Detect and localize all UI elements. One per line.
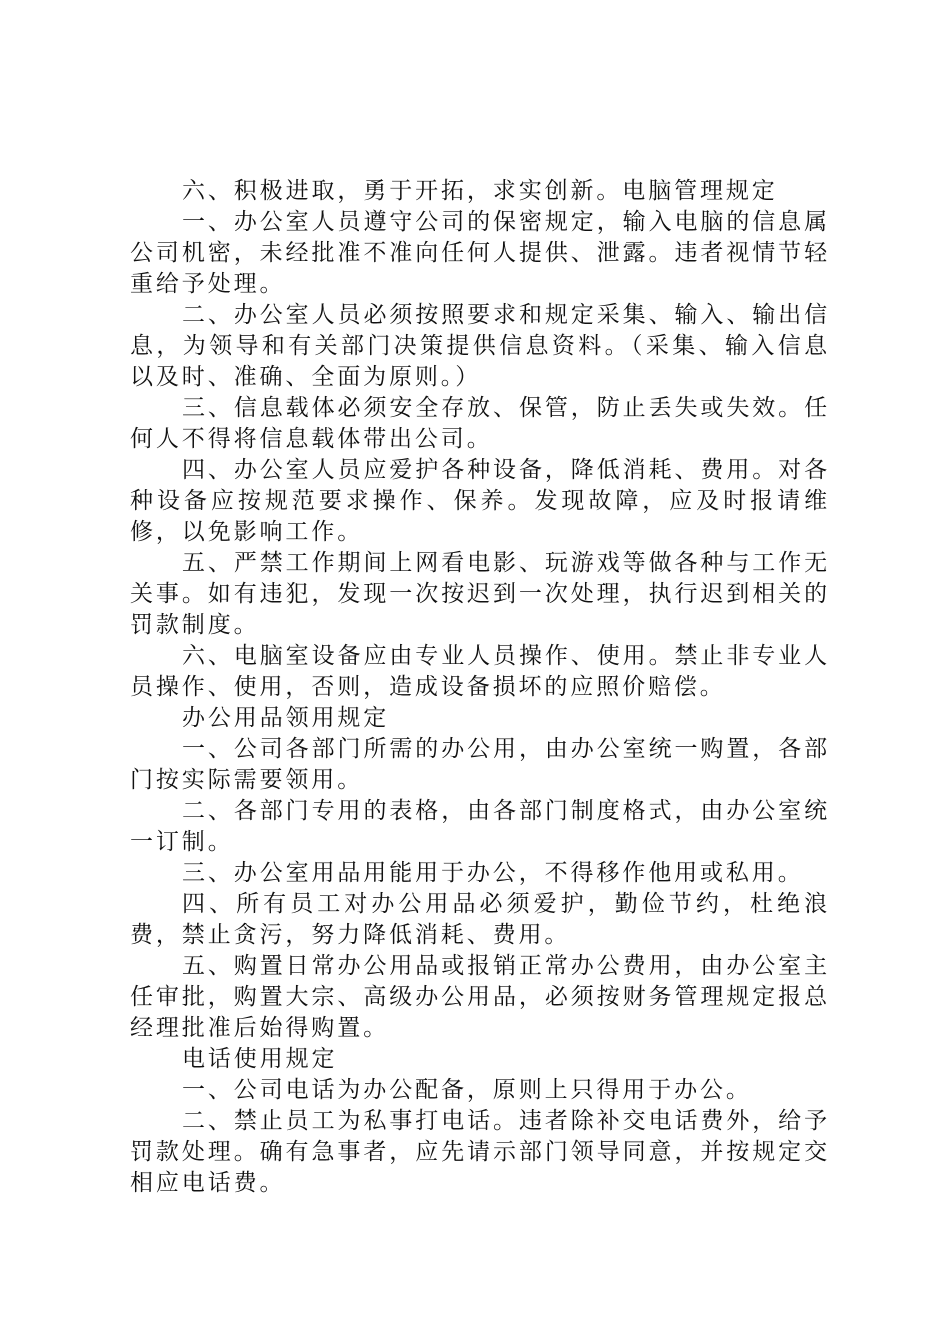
paragraph: 六、电脑室设备应由专业人员操作、使用。禁止非专业人员操作、使用，否则，造成设备损坏的应照价赔偿。: [130, 643, 830, 700]
paragraph: 四、所有员工对办公用品必须爱护，勤俭节约，杜绝浪费，禁止贪污，努力降低消耗、费用。: [130, 891, 830, 948]
paragraph: 三、信息载体必须安全存放、保管，防止丢失或失效。任何人不得将信息载体带出公司。: [130, 395, 830, 452]
paragraph: 六、积极进取，勇于开拓，求实创新。电脑管理规定: [182, 178, 778, 204]
document-body: [130, 176, 830, 1199]
paragraph: 一、办公室人员遵守公司的保密规定，输入电脑的信息属公司机密，未经批准不准向任何人提供、泄露。违者视情节轻重给予处理。: [130, 209, 830, 297]
paragraph: 一、公司各部门所需的办公用，由办公室统一购置，各部门按实际需要领用。: [130, 736, 830, 793]
section-heading: 办公用品领用规定: [182, 705, 390, 731]
paragraph: 一、公司电话为办公配备，原则上只得用于办公。: [182, 1077, 752, 1103]
paragraph: 三、办公室用品用能用于办公，不得移作他用或私用。: [182, 860, 804, 886]
paragraph: 五、购置日常办公用品或报销正常办公费用，由办公室主任审批，购置大宗、高级办公用品，必须按财务管理规定报总经理批准后始得购置。: [130, 953, 830, 1041]
section-heading: 电话使用规定: [182, 1046, 338, 1072]
paragraph: 五、严禁工作期间上网看电影、玩游戏等做各种与工作无关事。如有违犯，发现一次按迟到一次处理，执行迟到相关的罚款制度。: [130, 550, 830, 638]
paragraph: 四、办公室人员应爱护各种设备，降低消耗、费用。对各种设备应按规范要求操作、保养。发现故障，应及时报请维修，以免影响工作。: [130, 457, 830, 545]
paragraph: 二、办公室人员必须按照要求和规定采集、输入、输出信息，为领导和有关部门决策提供信息资料。（采集、输入信息以及时、准确、全面为原则。）: [130, 302, 830, 390]
paragraph: 二、各部门专用的表格，由各部门制度格式，由办公室统一订制。: [130, 798, 830, 855]
paragraph: 二、禁止员工为私事打电话。违者除补交电话费外，给予罚款处理。确有急事者，应先请示部门领导同意，并按规定交相应电话费。: [130, 1108, 830, 1196]
